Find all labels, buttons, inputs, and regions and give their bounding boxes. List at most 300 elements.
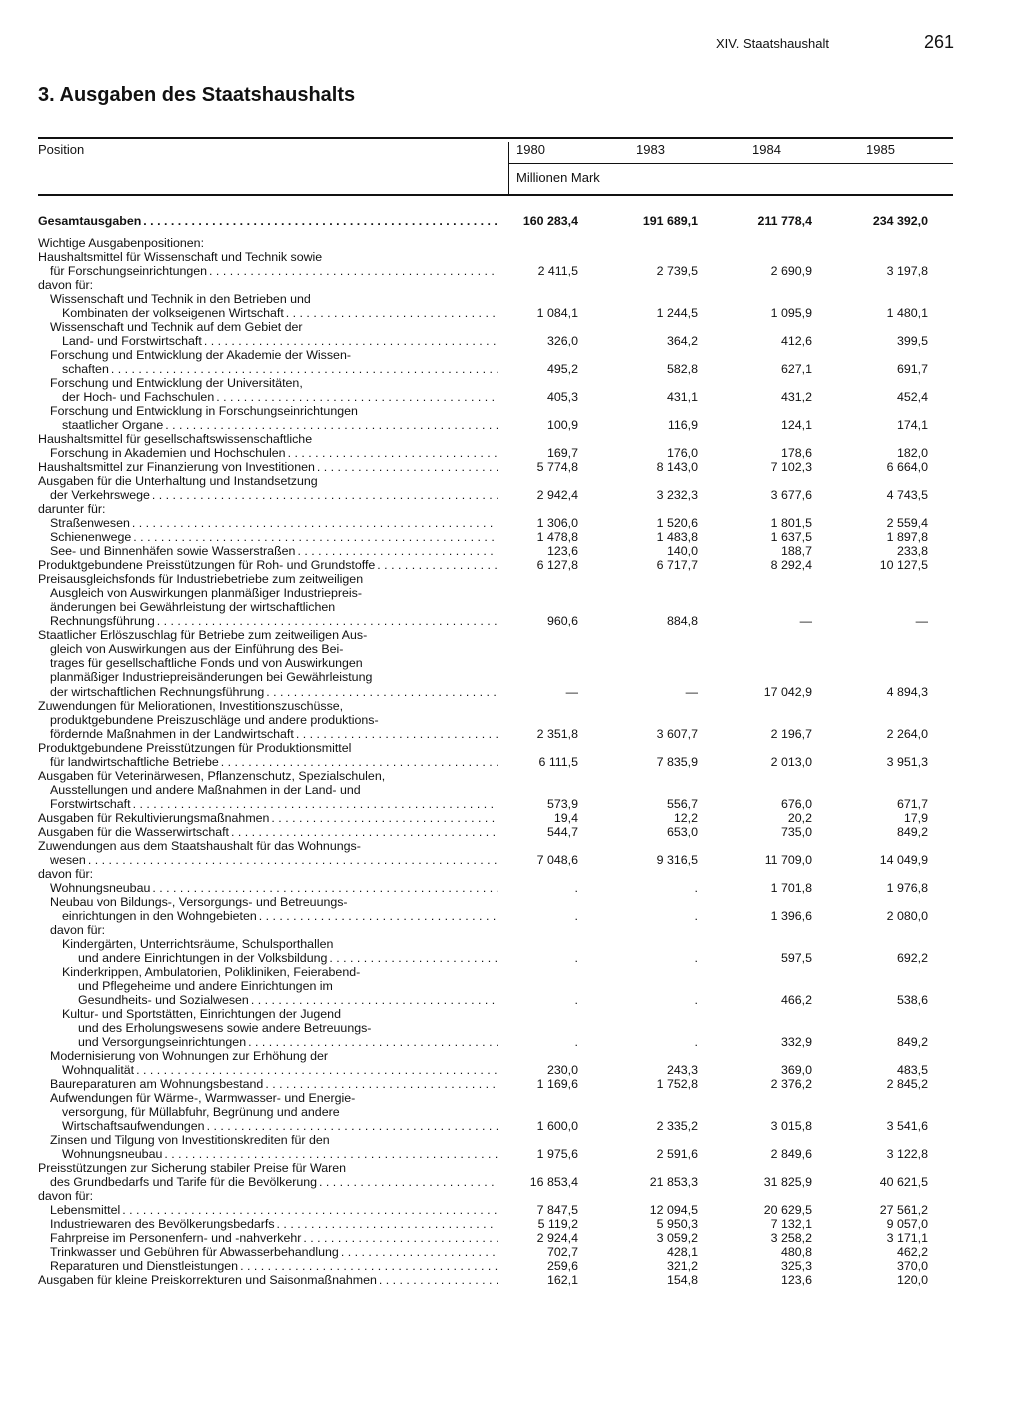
row-label (38, 825, 498, 839)
cell-1985: 9 057,0 (886, 1217, 928, 1232)
row-label-text: fördernde Maßnahmen in der Landwirtschaft (50, 726, 294, 741)
row-label (38, 1119, 498, 1133)
row-label (38, 1147, 498, 1161)
cell-1980: 16 853,4 (529, 1175, 578, 1190)
row-label-text: See- und Binnenhäfen sowie Wasserstraßen (50, 544, 296, 559)
row-label (38, 292, 498, 306)
table-row (0, 699, 1024, 713)
cell-1984: 8 292,4 (770, 558, 812, 573)
row-label (38, 600, 498, 614)
table-row (0, 1161, 1024, 1175)
cell-1985: 1 480,1 (886, 306, 928, 321)
cell-1983: . (694, 992, 698, 1007)
row-label-text: Kinderkrippen, Ambulatorien, Polikliniken, Feierabend- (62, 964, 361, 979)
cell-1980: 160 283,4 (522, 214, 578, 228)
row-label (38, 811, 498, 825)
table-row (0, 1259, 1024, 1273)
cell-1980: 2 411,5 (537, 264, 578, 279)
row-label-text: Straßenwesen (50, 516, 130, 531)
cell-1985: 3 951,3 (886, 754, 928, 769)
row-label (38, 572, 498, 586)
table-row (0, 825, 1024, 839)
cell-1983: 116,9 (667, 418, 698, 433)
column-header-position: Position (38, 142, 85, 157)
row-label (38, 1021, 498, 1035)
cell-1985: 2 264,0 (886, 726, 928, 741)
cell-1984: 7 102,3 (770, 460, 812, 475)
row-label (38, 853, 498, 867)
row-label-text: Kindergärten, Unterrichtsräume, Schulsporthallen (62, 936, 334, 951)
table-row (0, 1231, 1024, 1245)
cell-1983: 1 244,5 (656, 306, 698, 321)
table-row (0, 783, 1024, 797)
row-label-text: der Verkehrswege (50, 488, 150, 503)
cell-1983: 1 483,8 (656, 530, 698, 545)
row-label-text: davon für: (50, 922, 106, 937)
row-label (38, 741, 498, 755)
row-label (38, 979, 498, 993)
row-label (38, 404, 498, 418)
top-rule (38, 137, 953, 139)
table-row (0, 212, 1024, 236)
row-label (38, 502, 498, 516)
table-row (0, 811, 1024, 825)
cell-1985: 462,2 (896, 1245, 928, 1260)
row-label (38, 1035, 498, 1049)
row-label-text: Gesundheits- und Sozialwesen (78, 992, 249, 1007)
cell-1980: 2 351,8 (536, 726, 578, 741)
row-label-text: Produktgebundene Preisstützungen für Produktionsmittel (38, 740, 352, 755)
cell-1980: 1 306,0 (536, 516, 578, 531)
row-label (38, 769, 498, 783)
table-row (0, 670, 1024, 684)
table-row (0, 1133, 1024, 1147)
cell-1983: 191 689,1 (642, 214, 698, 228)
row-label (38, 264, 498, 278)
cell-1983: . (694, 908, 698, 923)
row-label (38, 446, 498, 460)
cell-1985: 3 541,6 (886, 1118, 928, 1133)
header-bottom-rule (38, 194, 953, 196)
row-label (38, 1133, 498, 1147)
cell-1980: 1 600,0 (536, 1118, 578, 1133)
cell-1983: 1 520,6 (656, 516, 698, 531)
row-label (38, 1049, 498, 1063)
cell-1985: 6 664,0 (886, 460, 928, 475)
row-label-text: trages für gesellschaftliche Fonds und von Auswirkungen (50, 656, 363, 671)
row-label-text: Wohnqualität (62, 1062, 135, 1077)
cell-1980: 5 774,8 (536, 460, 578, 475)
row-label (38, 376, 498, 390)
cell-1984: 211 778,4 (757, 214, 812, 228)
cell-1985: 174,1 (896, 418, 928, 433)
row-label-text: Gesamtausgaben (38, 214, 142, 228)
row-label (38, 727, 498, 741)
cell-1984: 676,0 (780, 796, 812, 811)
row-label-text: und Pflegeheime und andere Einrichtungen im (78, 978, 333, 993)
row-label-text: Ausgaben für die Wasserwirtschaft (38, 824, 229, 839)
row-label-text: versorgung, für Müllabfuhr, Begrünung und andere (62, 1104, 340, 1119)
cell-1985: 1 976,8 (886, 880, 928, 895)
table-row (0, 376, 1024, 390)
row-label (38, 1175, 498, 1189)
row-label (38, 348, 498, 362)
row-label-text: und andere Einrichtungen in der Volksbildung (78, 950, 328, 965)
row-label-text: der Hoch- und Fachschulen (62, 390, 215, 405)
table-row (0, 334, 1024, 348)
cell-1980: . (574, 1034, 578, 1049)
row-label (38, 1161, 498, 1175)
row-label-text: Wichtige Ausgabenpositionen: (38, 236, 205, 250)
table-row (0, 390, 1024, 404)
cell-1980: 7 847,5 (536, 1203, 578, 1218)
table-row (0, 516, 1024, 530)
row-label (38, 586, 498, 600)
table-row (0, 1273, 1024, 1287)
table-row (0, 502, 1024, 516)
cell-1984: 17 042,9 (763, 684, 812, 699)
cell-1985: 538,6 (896, 992, 928, 1007)
cell-1985: — (915, 614, 928, 629)
table-row (0, 1021, 1024, 1035)
table-row (0, 937, 1024, 951)
cell-1985: 40 621,5 (879, 1175, 928, 1190)
cell-1985: 3 171,1 (886, 1231, 928, 1246)
cell-1985: 2 845,2 (886, 1076, 928, 1091)
table-row (0, 685, 1024, 699)
table-row (0, 614, 1024, 628)
row-label-text: Wissenschaft und Technik auf dem Gebiet der (50, 320, 303, 335)
cell-1985: 234 392,0 (872, 214, 928, 228)
table-row (0, 1077, 1024, 1091)
cell-1985: 849,2 (896, 1034, 928, 1049)
cell-1980: 162,1 (546, 1273, 578, 1288)
table-row (0, 628, 1024, 642)
cell-1983: 884,8 (666, 614, 698, 629)
cell-1985: 233,8 (896, 544, 928, 559)
cell-1984: 123,6 (780, 1273, 812, 1288)
cell-1984: 431,2 (780, 390, 812, 405)
row-label (38, 1063, 498, 1077)
table-row (0, 544, 1024, 558)
cell-1985: 27 561,2 (879, 1203, 928, 1218)
cell-1980: 702,7 (546, 1245, 578, 1260)
cell-1983: . (694, 1034, 698, 1049)
table-row (0, 320, 1024, 334)
cell-1983: 321,2 (666, 1259, 698, 1274)
column-header-year-1984: 1984 (752, 142, 781, 157)
cell-1980: 169,7 (546, 446, 578, 461)
row-label-text: Land- und Forstwirtschaft (62, 334, 202, 349)
row-label-text: wesen (50, 852, 86, 867)
table-row (0, 278, 1024, 292)
cell-1984: 466,2 (780, 992, 812, 1007)
cell-1980: 544,7 (546, 824, 578, 839)
row-label (38, 362, 498, 376)
row-label (38, 614, 498, 628)
column-header-year-1983: 1983 (636, 142, 665, 157)
row-label (38, 250, 498, 264)
cell-1984: 1 637,5 (770, 530, 812, 545)
cell-1983: 556,7 (666, 796, 698, 811)
table-row (0, 250, 1024, 264)
cell-1985: 671,7 (896, 796, 928, 811)
row-label-text: Ausgaben für kleine Preiskorrekturen und Saisonmaßnahmen (38, 1273, 377, 1288)
row-label-text: staatlicher Organe (62, 418, 164, 433)
cell-1984: 412,6 (780, 334, 812, 349)
table-row (0, 923, 1024, 937)
table-row (0, 839, 1024, 853)
table-row (0, 530, 1024, 544)
table-row (0, 418, 1024, 432)
cell-1980: 7 048,6 (536, 852, 578, 867)
row-label (38, 418, 498, 432)
row-label (38, 1189, 498, 1203)
table-row (0, 586, 1024, 600)
row-label (38, 1077, 498, 1091)
header-column-separator (508, 142, 509, 195)
cell-1980: . (574, 950, 578, 965)
row-label (38, 923, 498, 937)
row-label (38, 1091, 498, 1105)
row-label (38, 1231, 498, 1245)
row-label-text: für Forschungseinrichtungen (50, 264, 208, 279)
cell-1983: 7 835,9 (656, 754, 698, 769)
row-label (38, 755, 498, 769)
row-label-text: Ausgaben für Rekultivierungsmaßnahmen (38, 810, 270, 825)
table-row (0, 853, 1024, 867)
cell-1984: 20 629,5 (763, 1203, 812, 1218)
table-body (0, 212, 1024, 1287)
table-row (0, 1035, 1024, 1049)
cell-1985: 10 127,5 (879, 558, 928, 573)
row-label-text: der wirtschaftlichen Rechnungsführung (50, 684, 265, 699)
cell-1985: 1 897,8 (886, 530, 928, 545)
table-row (0, 797, 1024, 811)
cell-1984: 3 677,6 (770, 488, 812, 503)
table-row (0, 558, 1024, 572)
cell-1980: 405,3 (546, 390, 578, 405)
cell-1983: 12,2 (673, 810, 698, 825)
row-label-text: Wissenschaft und Technik in den Betrieben und (50, 292, 311, 307)
table-row (0, 895, 1024, 909)
cell-1983: 431,1 (666, 390, 698, 405)
row-label-text: Kombinaten der volkseigenen Wirtschaft (62, 306, 284, 321)
row-label-text: Forschung und Entwicklung der Akademie der Wissen- (50, 348, 351, 363)
cell-1980: 495,2 (546, 362, 578, 377)
cell-1984: 188,7 (780, 544, 812, 559)
cell-1980: 100,9 (546, 418, 578, 433)
row-label-text: Wirtschaftsaufwendungen (62, 1118, 205, 1133)
row-label-text: gleich von Auswirkungen aus der Einführung des Bei- (50, 642, 344, 657)
cell-1985: 14 049,9 (879, 852, 928, 867)
cell-1984: 480,8 (780, 1245, 812, 1260)
row-label-text: Ausgaben für Veterinärwesen, Pflanzenschutz, Spezialschulen, (38, 768, 386, 783)
row-label-text: einrichtungen in den Wohngebieten (62, 908, 257, 923)
cell-1985: 849,2 (896, 824, 928, 839)
cell-1980: 2 942,4 (536, 488, 578, 503)
cell-1983: 1 752,8 (656, 1076, 698, 1091)
cell-1984: 20,2 (787, 810, 812, 825)
row-label (38, 474, 498, 488)
row-label-text: Zinsen und Tilgung von Investitionskrediten für den (50, 1133, 330, 1147)
cell-1984: 597,5 (780, 950, 812, 965)
row-label-text: davon für: (38, 278, 94, 293)
row-label-text: Wohnungsneubau (62, 1147, 163, 1162)
table-row (0, 965, 1024, 979)
row-label-text: Forstwirtschaft (50, 796, 131, 811)
row-label (38, 937, 498, 951)
cell-1983: 3 607,7 (656, 726, 698, 741)
cell-1984: 2 013,0 (770, 754, 812, 769)
table-row (0, 292, 1024, 306)
table-row (0, 348, 1024, 362)
row-label (38, 993, 498, 1007)
table-row (0, 404, 1024, 418)
cell-1980: . (574, 880, 578, 895)
cell-1984: 124,1 (780, 418, 812, 433)
row-label (38, 460, 498, 474)
cell-1983: 582,8 (666, 362, 698, 377)
cell-1985: 4 743,5 (886, 488, 928, 503)
cell-1984: 11 709,0 (764, 852, 812, 867)
row-label (38, 628, 498, 642)
cell-1983: 3 059,2 (656, 1231, 698, 1246)
cell-1983: 2 739,5 (656, 264, 698, 279)
cell-1980: 326,0 (546, 334, 578, 349)
row-label (38, 895, 498, 909)
table-row (0, 1091, 1024, 1105)
row-label (38, 1203, 498, 1217)
table-row (0, 236, 1024, 250)
row-label-text: schaften (62, 362, 109, 377)
table-row (0, 1049, 1024, 1063)
cell-1980: 573,9 (546, 796, 578, 811)
column-header-year-1985: 1985 (866, 142, 895, 157)
row-label (38, 867, 498, 881)
table-row (0, 713, 1024, 727)
page-number: 261 (924, 32, 955, 52)
row-label-text: Ausgleich von Auswirkungen planmäßiger Industriepreis- (50, 586, 362, 601)
cell-1985: 691,7 (896, 362, 928, 377)
table-row (0, 1105, 1024, 1119)
row-label (38, 1273, 498, 1287)
row-label-text: Trinkwasser und Gebühren für Abwasserbehandlung (50, 1245, 339, 1260)
table-row (0, 474, 1024, 488)
table-row (0, 755, 1024, 769)
cell-1980: 1 084,1 (536, 306, 578, 321)
row-label-text: Forschung und Entwicklung in Forschungseinrichtungen (50, 404, 358, 419)
row-label-text: davon für: (38, 866, 94, 881)
row-label (38, 713, 498, 727)
row-label-text: Preisstützungen zur Sicherung stabiler Preise für Waren (38, 1161, 347, 1176)
cell-1984: 1 095,9 (770, 306, 812, 321)
table-row (0, 909, 1024, 923)
row-label-text: Baureparaturen am Wohnungsbestand (50, 1076, 264, 1091)
table-row (0, 446, 1024, 460)
cell-1983: 176,0 (666, 446, 698, 461)
cell-1983: 154,8 (666, 1273, 698, 1288)
table-row (0, 769, 1024, 783)
table-row (0, 488, 1024, 502)
row-label-text: Wohnungsneubau (50, 880, 151, 895)
table-row (0, 600, 1024, 614)
cell-1983: 21 853,3 (649, 1175, 698, 1190)
cell-1980: . (574, 992, 578, 1007)
row-label-text: Forschung und Entwicklung der Universitäten, (50, 376, 303, 391)
table-row (0, 642, 1024, 656)
table-row (0, 1245, 1024, 1259)
row-label (38, 212, 498, 230)
cell-1980: . (574, 908, 578, 923)
cell-1983: — (685, 684, 698, 699)
cell-1980: 230,0 (546, 1062, 578, 1077)
table-row (0, 1203, 1024, 1217)
row-label-text: Rechnungsführung (50, 614, 155, 629)
cell-1985: 399,5 (896, 334, 928, 349)
cell-1983: 243,3 (666, 1062, 698, 1077)
cell-1984: 627,1 (780, 362, 812, 377)
cell-1983: 2 591,6 (656, 1147, 698, 1162)
row-label (38, 236, 498, 250)
table-row (0, 656, 1024, 670)
cell-1980: 123,6 (546, 544, 578, 559)
table-row (0, 432, 1024, 446)
table-row (0, 306, 1024, 320)
unit-label: Millionen Mark (516, 170, 600, 185)
row-label-text: des Grundbedarfs und Tarife für die Bevölkerung (50, 1175, 318, 1190)
row-label (38, 390, 498, 404)
table-row (0, 1063, 1024, 1077)
cell-1985: 370,0 (896, 1259, 928, 1274)
cell-1984: 3 258,2 (770, 1231, 812, 1246)
row-label (38, 488, 498, 502)
cell-1983: 653,0 (666, 824, 698, 839)
cell-1984: 3 015,8 (770, 1118, 812, 1133)
table-row (0, 1217, 1024, 1231)
cell-1983: 5 950,3 (656, 1217, 698, 1232)
row-label-text: für landwirtschaftliche Betriebe (50, 754, 219, 769)
row-label-text: Reparaturen und Dienstleistungen (50, 1259, 239, 1274)
row-label (38, 306, 498, 320)
cell-1984: 332,9 (780, 1034, 812, 1049)
table-row (0, 993, 1024, 1007)
row-label-text: Produktgebundene Preisstützungen für Roh- und Grundstoffe (38, 558, 376, 573)
header-divider (508, 163, 953, 164)
table-row (0, 460, 1024, 474)
cell-1983: 2 335,2 (656, 1118, 698, 1133)
table-row (0, 362, 1024, 376)
row-label (38, 685, 498, 699)
table-row (0, 881, 1024, 895)
row-label-text: Fahrpreise im Personenfern- und -nahverkehr (50, 1231, 302, 1246)
cell-1980: 5 119,2 (537, 1217, 578, 1232)
cell-1984: — (799, 614, 812, 629)
cell-1984: 2 196,7 (770, 726, 812, 741)
table-row (0, 727, 1024, 741)
running-header-section: XIV. Staatshaushalt (716, 36, 829, 51)
row-label-text: Neubau von Bildungs-, Versorgungs- und Betreuungs- (50, 894, 348, 909)
table-row (0, 741, 1024, 755)
row-label (38, 278, 498, 292)
row-label-text: und Versorgungseinrichtungen (78, 1034, 247, 1049)
cell-1983: 364,2 (666, 334, 698, 349)
row-label-text: Preisausgleichsfonds für Industriebetriebe zum zeitweiligen (38, 572, 364, 587)
table-row (0, 951, 1024, 965)
cell-1980: — (565, 684, 578, 699)
row-label (38, 1007, 498, 1021)
cell-1985: 692,2 (896, 950, 928, 965)
